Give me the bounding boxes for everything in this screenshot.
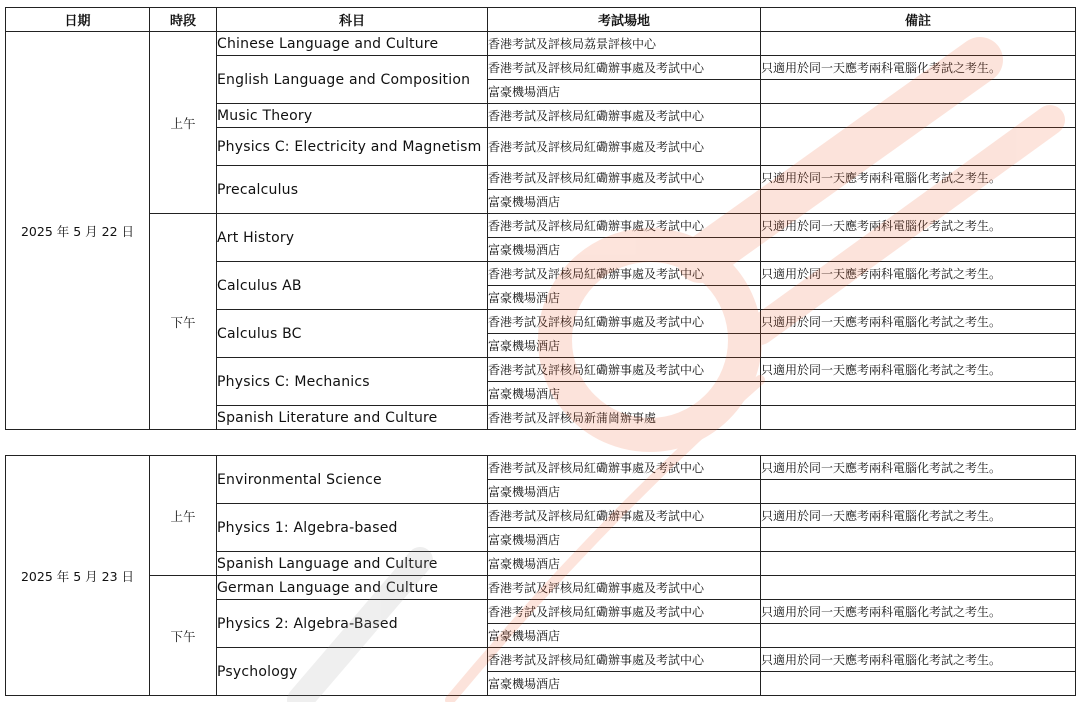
venue-cell: 富豪機場酒店 (488, 334, 761, 358)
remark-cell: 只適用於同一天應考兩科電腦化考試之考生。 (761, 310, 1076, 334)
remark-cell (761, 32, 1076, 56)
venue-cell: 富豪機場酒店 (488, 528, 761, 552)
venue-cell: 香港考試及評核局紅磡辦事處及考試中心 (488, 504, 761, 528)
subject-cell: Precalculus (217, 166, 488, 214)
period-pm: 下午 (150, 214, 217, 430)
subject-cell: Physics 1: Algebra-based (217, 504, 488, 552)
remark-cell: 只適用於同一天應考兩科電腦化考試之考生。 (761, 456, 1076, 480)
header-remarks: 備註 (761, 8, 1076, 32)
venue-cell: 香港考試及評核局紅磡辦事處及考試中心 (488, 56, 761, 80)
subject-cell: Physics 2: Algebra-Based (217, 600, 488, 648)
remark-cell: 只適用於同一天應考兩科電腦化考試之考生。 (761, 600, 1076, 624)
venue-cell: 香港考試及評核局紅磡辦事處及考試中心 (488, 214, 761, 238)
venue-cell: 富豪機場酒店 (488, 190, 761, 214)
exam-date: 2025 年 5 月 22 日 (6, 32, 150, 430)
remark-cell (761, 334, 1076, 358)
remark-cell (761, 480, 1076, 504)
remark-cell (761, 406, 1076, 430)
venue-cell: 富豪機場酒店 (488, 238, 761, 262)
header-date: 日期 (6, 8, 150, 32)
remark-cell: 只適用於同一天應考兩科電腦化考試之考生。 (761, 648, 1076, 672)
subject-cell: Physics C: Mechanics (217, 358, 488, 406)
header-period: 時段 (150, 8, 217, 32)
remark-cell: 只適用於同一天應考兩科電腦化考試之考生。 (761, 504, 1076, 528)
venue-cell: 香港考試及評核局紅磡辦事處及考試中心 (488, 310, 761, 334)
header-subject: 科目 (217, 8, 488, 32)
table-row (6, 456, 1076, 480)
subject-cell: Music Theory (217, 104, 488, 128)
subject-cell: Art History (217, 214, 488, 262)
remark-cell (761, 528, 1076, 552)
venue-cell: 富豪機場酒店 (488, 624, 761, 648)
subject-cell: Environmental Science (217, 456, 488, 504)
venue-cell: 香港考試及評核局紅磡辦事處及考試中心 (488, 648, 761, 672)
schedule-table-day1 (5, 7, 1076, 430)
subject-cell: Calculus BC (217, 310, 488, 358)
table-row (6, 32, 1076, 56)
venue-cell: 香港考試及評核局紅磡辦事處及考試中心 (488, 128, 761, 166)
venue-cell: 香港考試及評核局荔景評核中心 (488, 32, 761, 56)
remark-cell: 只適用於同一天應考兩科電腦化考試之考生。 (761, 166, 1076, 190)
venue-cell: 富豪機場酒店 (488, 552, 761, 576)
subject-cell: German Language and Culture (217, 576, 488, 600)
venue-cell: 香港考試及評核局紅磡辦事處及考試中心 (488, 456, 761, 480)
venue-cell: 香港考試及評核局紅磡辦事處及考試中心 (488, 262, 761, 286)
remark-cell: 只適用於同一天應考兩科電腦化考試之考生。 (761, 56, 1076, 80)
period-am: 上午 (150, 32, 217, 214)
subject-cell: Calculus AB (217, 262, 488, 310)
venue-cell: 香港考試及評核局紅磡辦事處及考試中心 (488, 358, 761, 382)
remark-cell (761, 672, 1076, 696)
period-am: 上午 (150, 456, 217, 576)
subject-cell: Psychology (217, 648, 488, 696)
venue-cell: 香港考試及評核局紅磡辦事處及考試中心 (488, 576, 761, 600)
remark-cell (761, 80, 1076, 104)
venue-cell: 香港考試及評核局紅磡辦事處及考試中心 (488, 600, 761, 624)
schedule-table-day2 (5, 455, 1076, 696)
remark-cell (761, 552, 1076, 576)
remark-cell (761, 382, 1076, 406)
header-venue: 考試場地 (488, 8, 761, 32)
remark-cell (761, 624, 1076, 648)
venue-cell: 富豪機場酒店 (488, 286, 761, 310)
table-row (6, 214, 1076, 238)
subject-cell: English Language and Composition (217, 56, 488, 104)
subject-cell: Physics C: Electricity and Magnetism (217, 128, 488, 166)
venue-cell: 香港考試及評核局新蒲崗辦事處 (488, 406, 761, 430)
venue-cell: 香港考試及評核局紅磡辦事處及考試中心 (488, 166, 761, 190)
venue-cell: 富豪機場酒店 (488, 382, 761, 406)
remark-cell (761, 286, 1076, 310)
remark-cell (761, 576, 1076, 600)
subject-cell: Spanish Literature and Culture (217, 406, 488, 430)
remark-cell (761, 104, 1076, 128)
table-row (6, 576, 1076, 600)
exam-date: 2025 年 5 月 23 日 (6, 456, 150, 696)
subject-cell: Chinese Language and Culture (217, 32, 488, 56)
remark-cell (761, 128, 1076, 166)
remark-cell: 只適用於同一天應考兩科電腦化考試之考生。 (761, 262, 1076, 286)
venue-cell: 香港考試及評核局紅磡辦事處及考試中心 (488, 104, 761, 128)
remark-cell: 只適用於同一天應考兩科電腦化考試之考生。 (761, 214, 1076, 238)
remark-cell: 只適用於同一天應考兩科電腦化考試之考生。 (761, 358, 1076, 382)
remark-cell (761, 238, 1076, 262)
venue-cell: 富豪機場酒店 (488, 80, 761, 104)
subject-cell: Spanish Language and Culture (217, 552, 488, 576)
remark-cell (761, 190, 1076, 214)
period-pm: 下午 (150, 576, 217, 696)
venue-cell: 富豪機場酒店 (488, 480, 761, 504)
venue-cell: 富豪機場酒店 (488, 672, 761, 696)
